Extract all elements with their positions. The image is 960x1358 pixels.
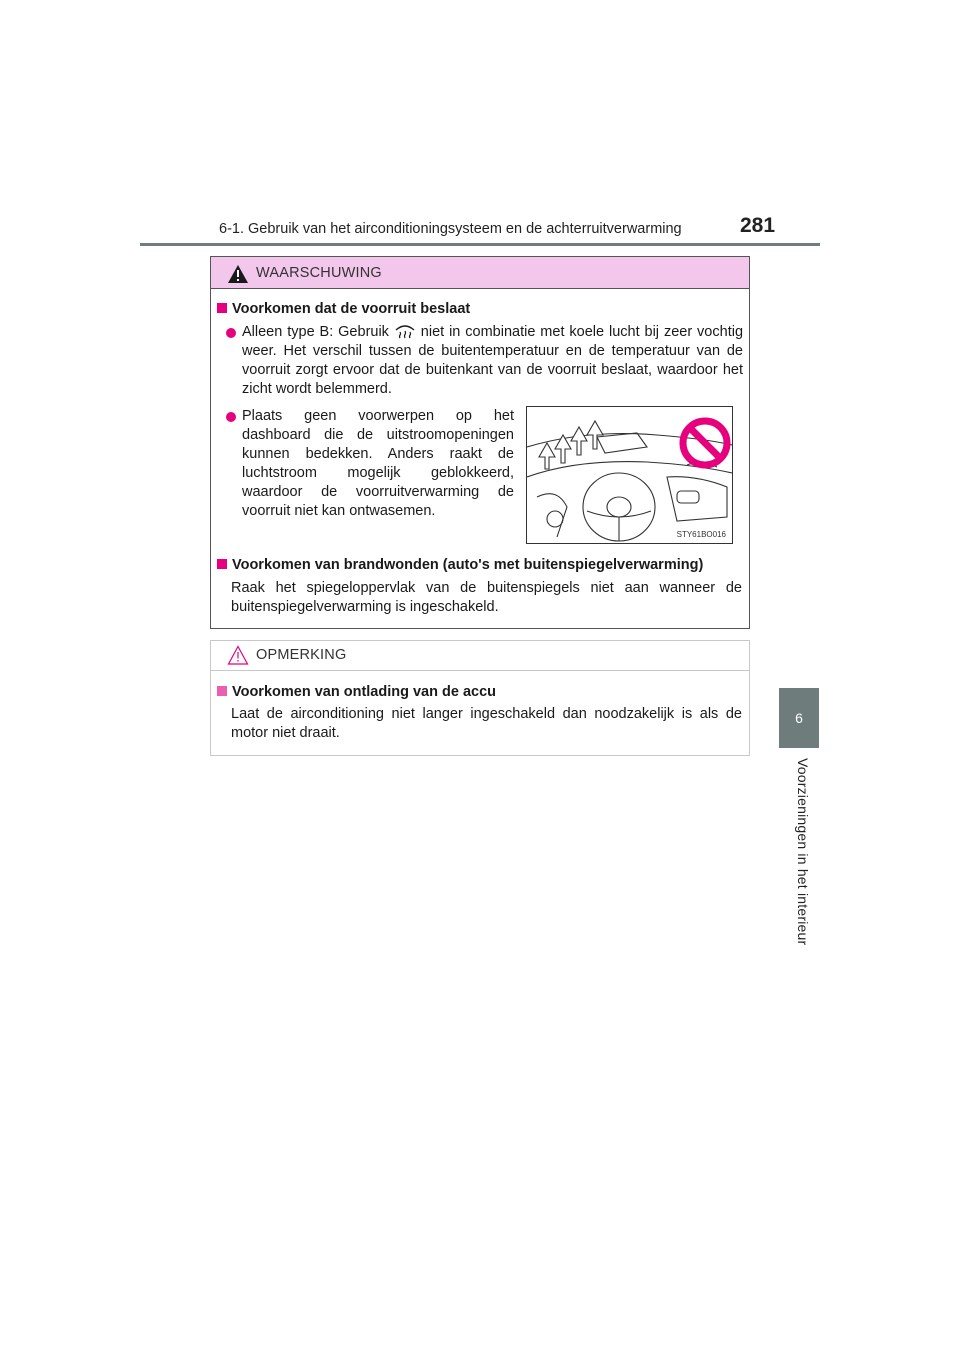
battery-text: Laat de airconditioning niet langer ingeschakeld dan noodzakelijk is als de motor niet draait. — [231, 706, 742, 741]
warning-label: WAARSCHUWING — [256, 265, 382, 281]
section-title: 6-1. Gebruik van het airconditioningsysteem en de achterruitverwarming — [219, 221, 682, 237]
caution-triangle-icon — [227, 645, 249, 665]
chapter-number: 6 — [795, 710, 803, 726]
square-bullet-icon — [217, 303, 227, 313]
dashboard-drawing — [527, 407, 732, 543]
round-bullet-icon — [226, 412, 236, 422]
square-bullet-icon — [217, 559, 227, 569]
burns-text: Raak het spiegeloppervlak van de buitenspiegels niet aan wanneer de buitenspiegelverwarming is ingeschakeld. — [231, 580, 742, 615]
square-bullet-icon — [217, 686, 227, 696]
note-box — [210, 640, 750, 756]
note-label: OPMERKING — [256, 647, 347, 663]
round-bullet-icon — [226, 328, 236, 338]
windshield-defogger-icon — [394, 323, 416, 339]
note-header — [211, 641, 749, 671]
warning-triangle-icon — [227, 264, 249, 284]
bullet-defogger-text: Alleen type B: Gebruik niet in combinatie met koele lucht bij zeer vochtig weer. Het verschil tussen de buitentemperatuur en de temperatuur van de voorruit zorgt ervoor dat de buitenkant van de voorruit beslaat, waardoor het zicht wordt belemmerd. — [242, 324, 744, 397]
warning-header — [211, 257, 749, 289]
section-heading-battery: Voorkomen van ontlading van de accu — [217, 684, 496, 700]
header-divider — [140, 243, 820, 246]
page-number: 281 — [740, 214, 776, 237]
section-heading-burns: Voorkomen van brandwonden (auto's met buitenspiegelverwarming) — [217, 557, 703, 573]
figure-code: STY61BO016 — [676, 530, 726, 539]
bullet-dashboard-text: Plaats geen voorwerpen op het dashboard die de uitstroomopeningen kunnen bedekken. Anders raakt de luchtstroom mogelijk geblokkeerd, waardoor de voorruitverwarming de voorruit niet kan ontwasemen. — [242, 408, 514, 519]
chapter-label: Voorzieningen in het interieur — [795, 758, 811, 946]
warning-box — [210, 256, 750, 629]
dashboard-illustration — [526, 406, 733, 544]
chapter-tab — [779, 688, 819, 748]
section-heading-fog: Voorkomen dat de voorruit beslaat — [217, 301, 470, 317]
